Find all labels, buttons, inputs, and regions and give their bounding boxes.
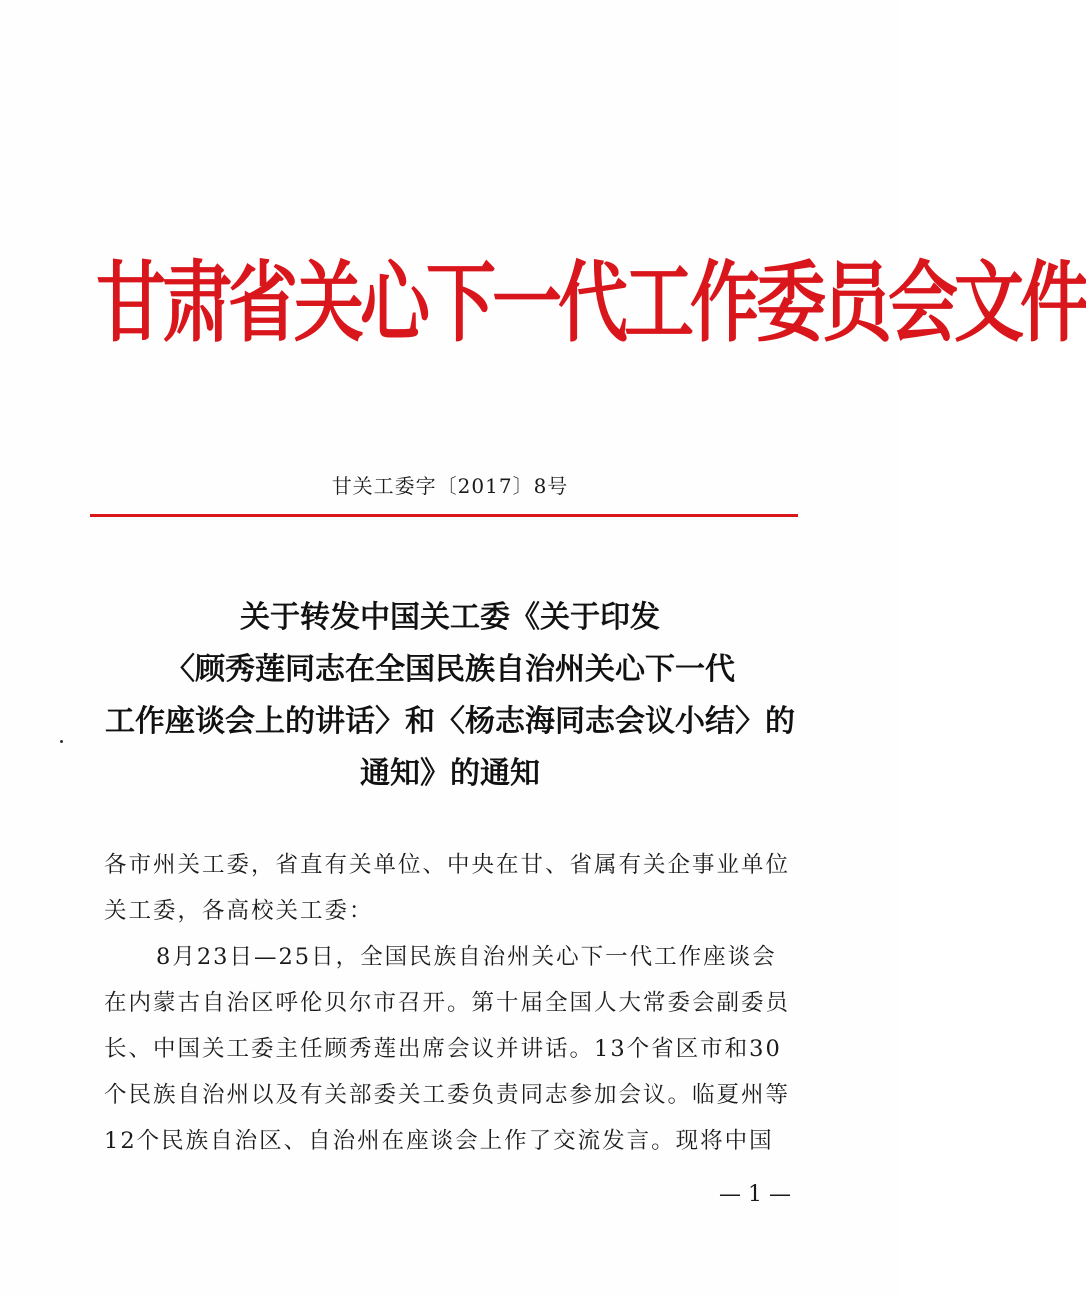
body-line: 8月23日—25日，全国民族自治州关心下一代工作座谈会 bbox=[156, 944, 777, 970]
body-line: 12个民族自治区、自治州在座谈会上作了交流发言。现将中国 bbox=[104, 1128, 774, 1154]
body-line: 个民族自治州以及有关部委关工委负责同志参加会议。临夏州等 bbox=[104, 1082, 791, 1108]
page-number: — 1 — bbox=[719, 1182, 791, 1207]
addressee-line: 关工委，各高校关工委： bbox=[104, 898, 374, 924]
body-line: 长、中国关工委主任顾秀莲出席会议并讲话。13个省区市和30 bbox=[104, 1036, 782, 1062]
body-line: 在内蒙古自治区呼伦贝尔市召开。第十届全国人大常委会副委员 bbox=[104, 990, 791, 1016]
document-number: 甘关工委字〔2017〕8号 bbox=[331, 474, 569, 498]
document-title bbox=[80, 592, 820, 800]
title-line: 工作座谈会上的讲话〉和〈杨志海同志会议小结〉的 bbox=[105, 704, 795, 739]
title-line: 通知》的通知 bbox=[360, 756, 540, 791]
addressee-line: 各市州关工委，省直有关单位、中央在甘、省属有关企事业单位 bbox=[104, 852, 791, 878]
red-separator-line bbox=[90, 514, 798, 517]
scan-speck bbox=[60, 740, 63, 743]
title-line: 〈顾秀莲同志在全国民族自治州关心下一代 bbox=[165, 652, 735, 687]
title-line: 关于转发中国关工委《关于印发 bbox=[240, 600, 660, 635]
issuing-authority-header: 甘肃省关心下一代工作委员会文件 bbox=[96, 251, 1086, 355]
document-body bbox=[104, 842, 824, 1164]
